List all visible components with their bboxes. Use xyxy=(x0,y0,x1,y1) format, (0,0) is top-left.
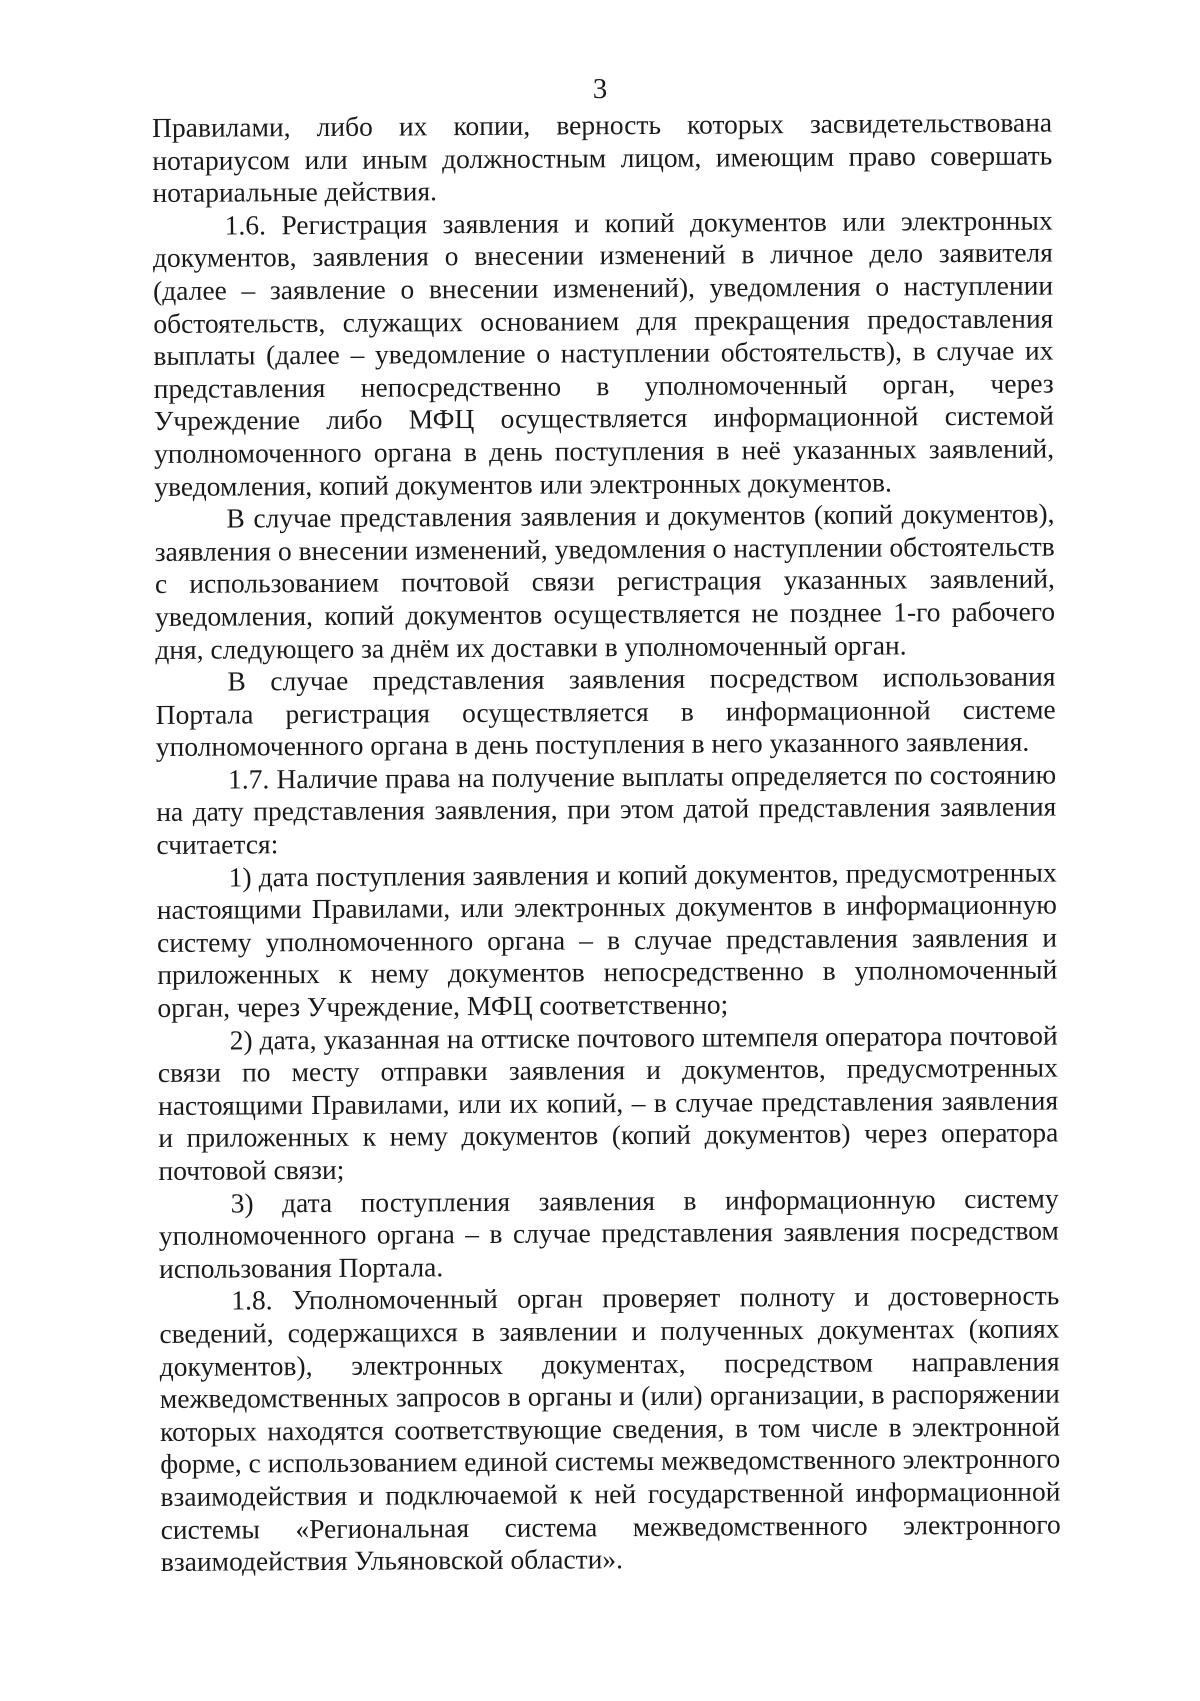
document-body xyxy=(152,107,1061,1579)
list-item-3: 3) дата поступления заявления в информационную систему уполномоченного органа – в случае представления заявления посредством использования Портала. xyxy=(158,1182,1059,1284)
paragraph-portal-registration: В случае представления заявления посредством использования Портала регистрация осуществляется в информационной системе уполномоченного органа в день поступления в него указанного заявления. xyxy=(155,660,1056,763)
page-number: 3 xyxy=(592,73,608,105)
paragraph-1-8: 1.8. Уполномоченный орган проверяет полноту и достоверность сведений, содержащихся в заявлении и полученных документах (копиях документов), электронных документах, посредством направления межведомственных запросов в органы и (или) организации, в распоряжении которых находятся соответствующие сведения, в том числе в электронной форме, с использованием единой системы межведомственного электронного взаимодействия и подключаемой к ней государственной информационной системы «Региональная система межведомственного электронного взаимодействия Ульяновской области». xyxy=(159,1279,1061,1578)
paragraph-continuation: Правилами, либо их копии, верность которых засвидетельствована нотариусом или иным должностным лицом, имеющим право совершать нотариальные действия. xyxy=(152,106,1053,209)
list-item-1: 1) дата поступления заявления и копий документов, предусмотренных настоящими Правилами, или электронных документов в информационную систему уполномоченного органа – в случае представления заявления и приложенных к нему документов непосредственно в уполномоченный орган, через Учреждение, МФЦ соответственно; xyxy=(156,856,1058,1024)
list-item-2: 2) дата, указанная на оттиске почтового штемпеля оператора почтовой связи по месту отправки заявления и документов, предусмотренных настоящими Правилами, или их копий, – в случае представления заявления и приложенных к нему документов (копий документов) через оператора почтовой связи; xyxy=(157,1019,1059,1186)
paragraph-postal-registration: В случае представления заявления и документов (копий документов), заявления о внесении изменений, уведомления о наступлении обстоятельств с использованием почтовой связи регистрация указанных заявлений, уведомления, копий документов осуществляется не позднее 1-го рабочего дня, следующего за днём их доставки в уполномоченный орган. xyxy=(154,497,1056,665)
paragraph-1-6: 1.6. Регистрация заявления и копий документов или электронных документов, заявления о внесении изменений в личное дело заявителя (далее – заявление о внесении изменений), уведомления о наступлении обстоятельств, служащих основанием для прекращения предоставления выплаты (далее – уведомление о наступлении обстоятельств), в случае их представления непосредственно в уполномоченный орган, через Учреждение либо МФЦ осуществляется информационной системой уполномоченного органа в день поступления в неё указанных заявлений, уведомления, копий документов или электронных документов. xyxy=(152,204,1055,502)
paragraph-1-7: 1.7. Наличие права на получение выплаты определяется по состоянию на дату представления заявления, при этом датой представления заявления считается: xyxy=(156,758,1057,861)
